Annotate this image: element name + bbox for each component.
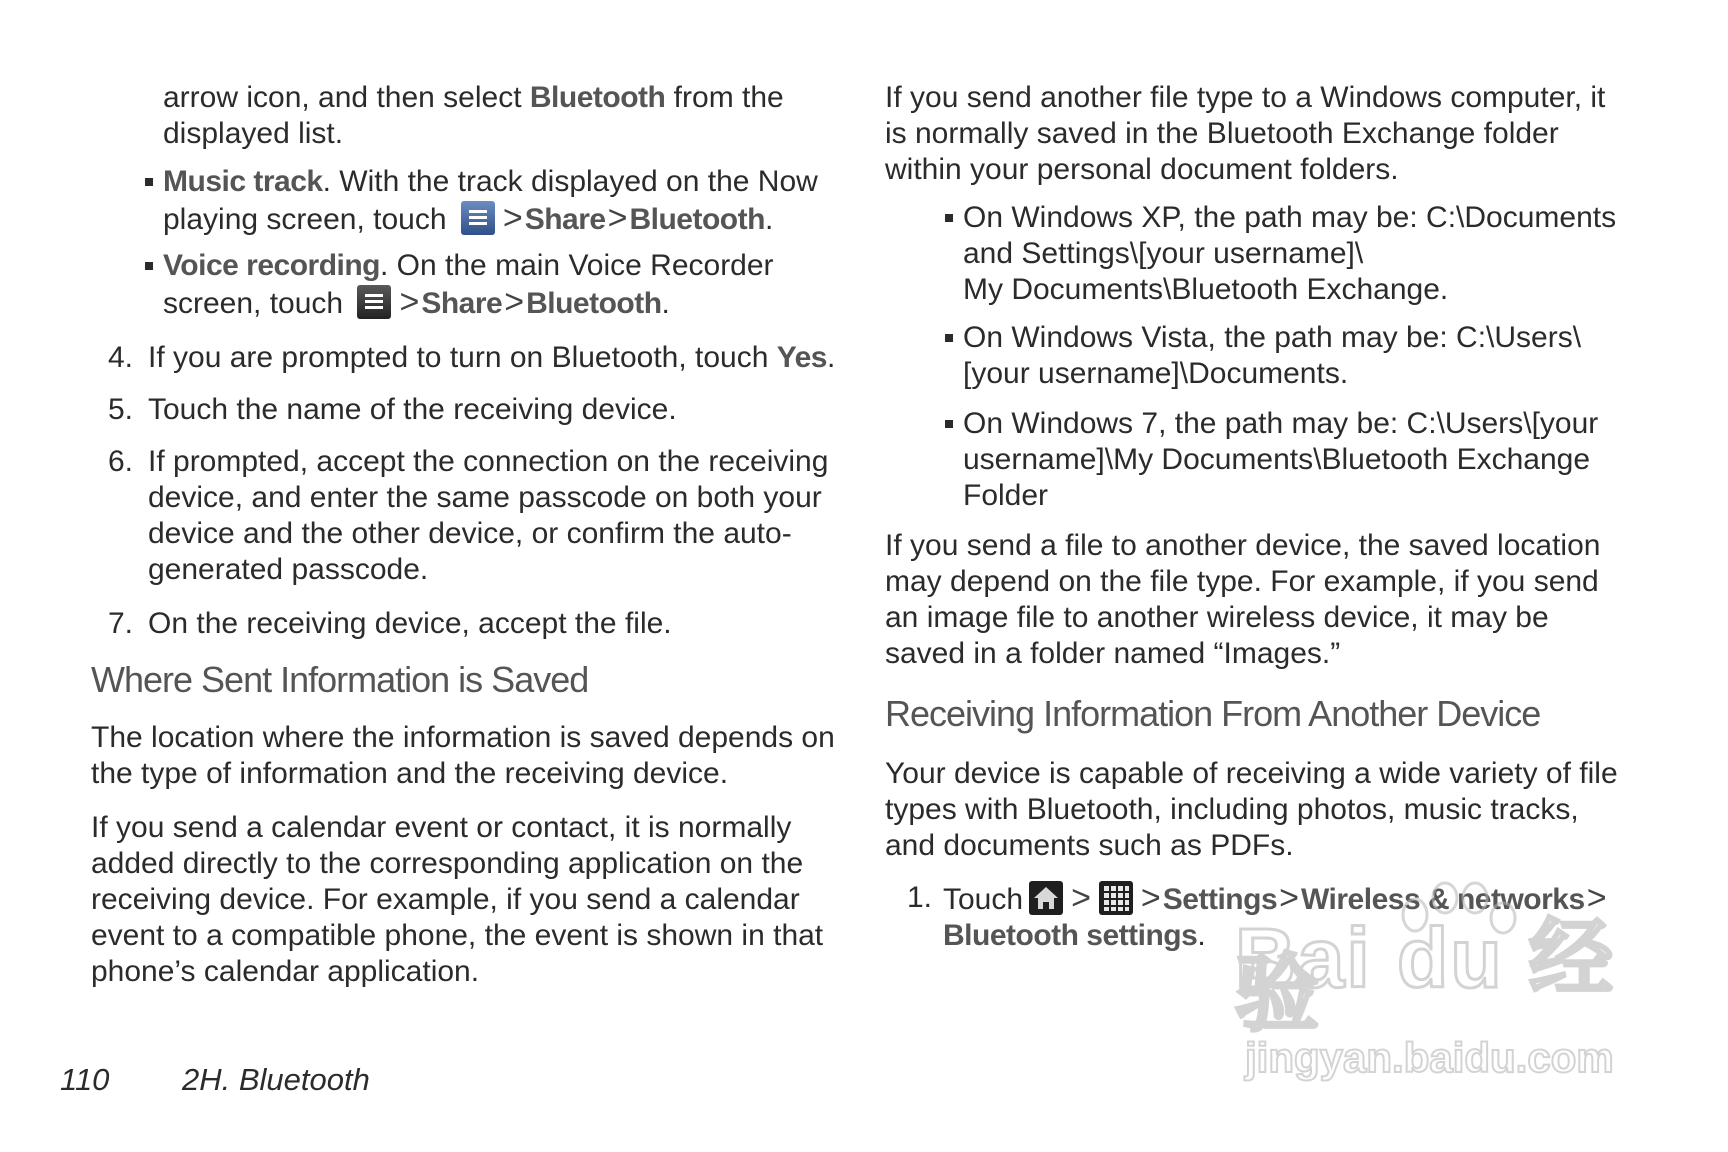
continued-text (163, 80, 843, 152)
step-text: If prompted, accept the connection on the receiving device, and enter the same passcode on both your device and the other device, or confirm the auto-generated passcode. (148, 445, 829, 586)
bullet-square-icon (945, 214, 953, 222)
period: . (764, 203, 774, 236)
step-number: 6. (108, 445, 134, 478)
music-track-bold: Music track (163, 165, 323, 198)
windows-xp-path: On Windows XP, the path may be: C:\Documents and Settings\[your username]\ (963, 201, 1617, 270)
step-text: Touch the name of the receiving device. (148, 393, 677, 426)
arrow-separator: > (1140, 879, 1161, 917)
paragraph: If you send a file to another device, the saved location may depend on the file type. For example, if you send an image file to another wireless device, it may be saved in a folder named “Images.” (885, 529, 1601, 670)
voice-recording-text: . On the main Voice Recorder screen, touch (163, 249, 774, 320)
windows-7-path: On Windows 7, the path may be: C:\Users\[your username]\My Documents\Bluetooth Exchange Folder (963, 407, 1599, 512)
music-track-text: . With the track displayed on the Now playing screen, touch (163, 165, 818, 236)
app-grid-icon (1099, 881, 1133, 915)
paragraph: The location where the information is saved depends on the type of information and the receiving device. (91, 721, 835, 790)
menu-icon (461, 201, 495, 235)
continued-text-a: arrow icon, and then select (163, 81, 530, 114)
bullet-music-track (163, 164, 843, 238)
continued-text-b: from the displayed list. (163, 81, 784, 150)
period: . (826, 341, 836, 374)
bluetooth-bold: Bluetooth (526, 287, 662, 320)
step-4-text: If you are prompted to turn on Bluetooth, touch (148, 341, 777, 374)
step-number: 1. (907, 881, 933, 914)
section-heading: Where Sent Information is Saved (91, 659, 589, 700)
home-icon (1029, 881, 1063, 915)
step-number: 4. (108, 341, 134, 374)
bullet-windows-xp (963, 200, 1633, 308)
paragraph: Your device is capable of receiving a wide variety of file types with Bluetooth, including photos, music tracks, and documents such as PDFs. (885, 757, 1618, 862)
arrow-separator: > (504, 283, 525, 321)
period: . (661, 287, 670, 320)
arrow-separator: > (607, 199, 628, 237)
wireless-networks-bold: Wireless & networks (1301, 883, 1585, 916)
menu-icon (357, 285, 391, 319)
bluetooth-bold: Bluetooth (629, 203, 765, 236)
share-bold: Share (524, 203, 606, 236)
step-text: On the receiving device, accept the file. (148, 607, 672, 640)
chapter-title: 2H. Bluetooth (182, 1062, 370, 1097)
voice-recording-bold: Voice recording (163, 249, 381, 282)
watermark-url: jingyan.baidu.com (1245, 1034, 1614, 1081)
bullet-square-icon (145, 178, 153, 186)
watermark-brand: Bai du 经验 (1235, 911, 1616, 1041)
arrow-separator: > (1071, 879, 1091, 917)
page-number: 110 (60, 1062, 110, 1097)
arrow-separator: > (1586, 879, 1607, 917)
arrow-separator: > (399, 283, 420, 321)
step-number: 7. (108, 607, 134, 640)
bluetooth-settings-bold: Bluetooth settings (943, 919, 1198, 952)
baidu-watermark (1235, 880, 1655, 1100)
touch-text: Touch (943, 883, 1024, 916)
bullet-square-icon (145, 262, 153, 270)
arrow-separator: > (502, 199, 523, 237)
bullet-square-icon (945, 334, 953, 342)
windows-vista-path: On Windows Vista, the path may be: C:\Users\[your username]\Documents. (963, 321, 1582, 390)
paragraph: If you send a calendar event or contact, it is normally added directly to the corresponding application on the receiving device. For example, if you send a calendar event to a compatible phone, the event is shown in that phone’s calendar application. (91, 811, 824, 988)
settings-bold: Settings (1162, 883, 1278, 916)
bullet-square-icon (945, 420, 953, 428)
step-number: 5. (108, 393, 134, 426)
bluetooth-bold: Bluetooth (529, 81, 666, 114)
share-bold: Share (421, 287, 503, 320)
arrow-separator: > (1279, 879, 1299, 917)
period: . (1197, 919, 1206, 952)
paragraph: If you send another file type to a Windows computer, it is normally saved in the Bluetooth Exchange folder within your personal document folders. (885, 81, 1606, 186)
windows-xp-path-cont: My Documents\Bluetooth Exchange. (963, 273, 1449, 306)
section-heading: Receiving Information From Another Device (885, 693, 1541, 734)
step-text (148, 340, 848, 376)
yes-bold: Yes (776, 341, 827, 374)
bullet-voice-recording (163, 248, 843, 322)
bullet-windows-7 (963, 406, 1633, 514)
bullet-windows-vista (963, 320, 1633, 392)
